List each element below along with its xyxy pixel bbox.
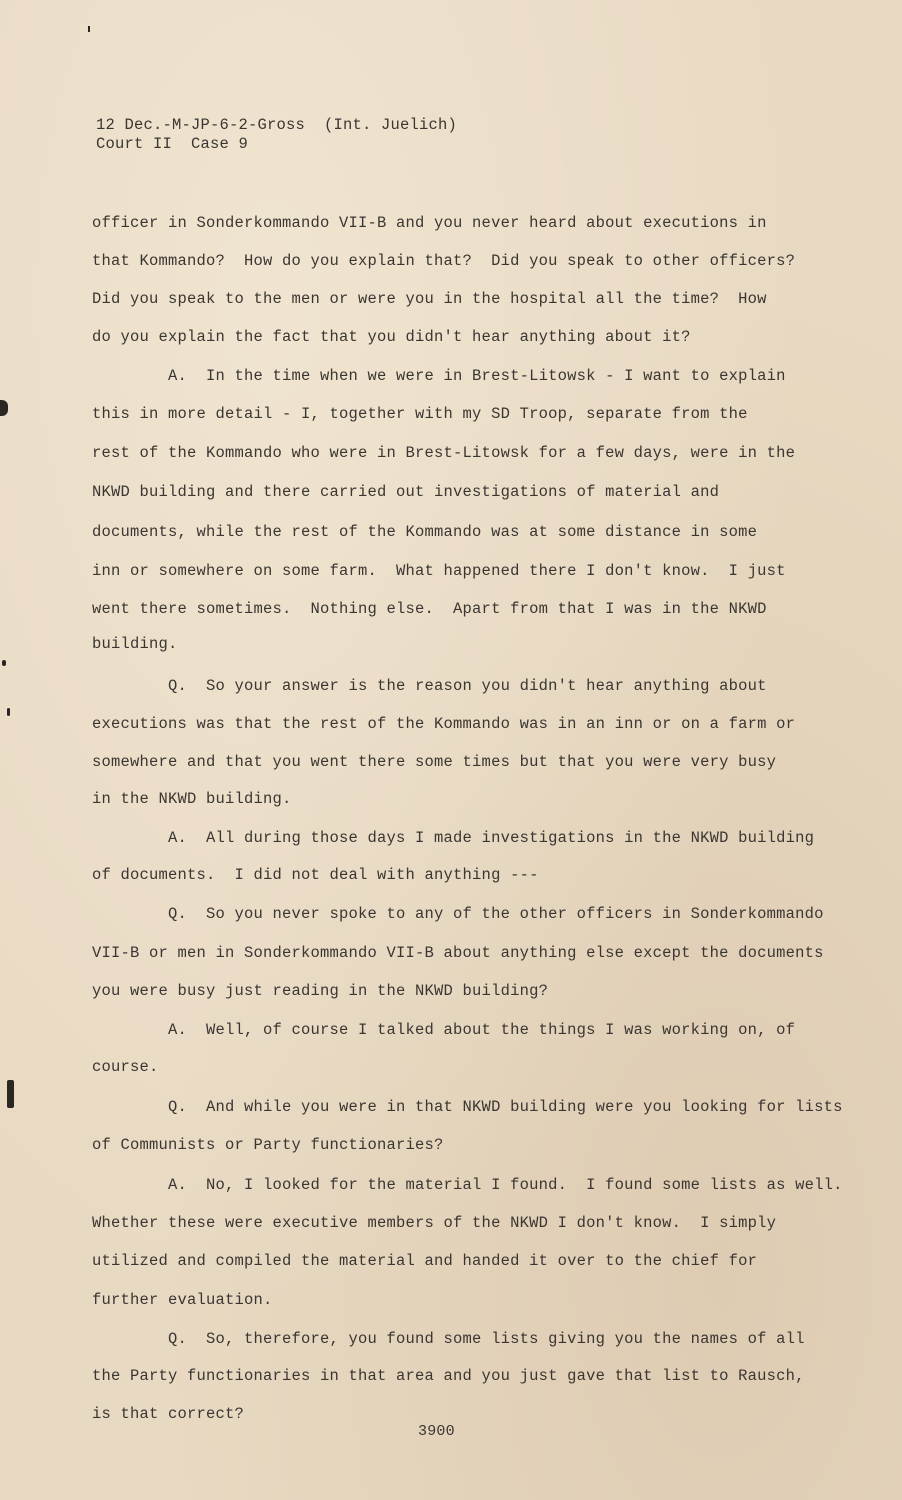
body-line: you were busy just reading in the NKWD building?: [92, 982, 549, 1000]
body-line: inn or somewhere on some farm. What happened there I don't know. I just: [92, 562, 786, 580]
body-line: Q. So your answer is the reason you didn't hear anything about: [92, 677, 767, 695]
body-line: A. No, I looked for the material I found. I found some lists as well.: [92, 1176, 843, 1194]
document-header-reference: 12 Dec.-M-JP-6-2-Gross (Int. Juelich): [96, 116, 458, 134]
body-line: building.: [92, 635, 178, 653]
body-line: VII-B or men in Sonderkommando VII-B about anything else except the documents: [92, 944, 824, 962]
binding-mark: [0, 400, 8, 416]
body-line: of Communists or Party functionaries?: [92, 1136, 444, 1154]
body-line: A. All during those days I made investigations in the NKWD building: [92, 829, 815, 847]
binding-mark: [88, 26, 90, 32]
body-line: that Kommando? How do you explain that? Did you speak to other officers?: [92, 252, 796, 270]
body-line: A. Well, of course I talked about the things I was working on, of: [92, 1021, 796, 1039]
body-line: NKWD building and there carried out investigations of material and: [92, 483, 720, 501]
body-line: is that correct?: [92, 1405, 245, 1423]
body-line: Whether these were executive members of the NKWD I don't know. I simply: [92, 1214, 777, 1232]
body-line: in the NKWD building.: [92, 790, 292, 808]
body-line: this in more detail - I, together with my SD Troop, separate from the: [92, 405, 748, 423]
body-line: further evaluation.: [92, 1291, 273, 1309]
binding-mark: [7, 1080, 14, 1108]
body-line: utilized and compiled the material and handed it over to the chief for: [92, 1252, 758, 1270]
body-line: of documents. I did not deal with anything ---: [92, 866, 539, 884]
body-line: somewhere and that you went there some times but that you were very busy: [92, 753, 777, 771]
body-line: course.: [92, 1058, 159, 1076]
body-line: the Party functionaries in that area and you just gave that list to Rausch,: [92, 1367, 805, 1385]
body-line: Q. So you never spoke to any of the other officers in Sonderkommando: [92, 905, 824, 923]
document-header-court: Court II Case 9: [96, 135, 249, 153]
body-line: Did you speak to the men or were you in the hospital all the time? How: [92, 290, 767, 308]
body-line: officer in Sonderkommando VII-B and you never heard about executions in: [92, 214, 767, 232]
page-number: 3900: [418, 1423, 455, 1440]
body-line: went there sometimes. Nothing else. Apart from that I was in the NKWD: [92, 600, 767, 618]
body-line: do you explain the fact that you didn't hear anything about it?: [92, 328, 691, 346]
body-line: A. In the time when we were in Brest-Litowsk - I want to explain: [92, 367, 786, 385]
body-line: Q. And while you were in that NKWD building were you looking for lists: [92, 1098, 843, 1116]
body-line: Q. So, therefore, you found some lists giving you the names of all: [92, 1330, 805, 1348]
body-line: executions was that the rest of the Kommando was in an inn or on a farm or: [92, 715, 796, 733]
binding-mark: [2, 660, 6, 666]
body-line: rest of the Kommando who were in Brest-Litowsk for a few days, were in the: [92, 444, 796, 462]
body-line: documents, while the rest of the Kommando was at some distance in some: [92, 523, 758, 541]
binding-mark: [7, 708, 10, 716]
